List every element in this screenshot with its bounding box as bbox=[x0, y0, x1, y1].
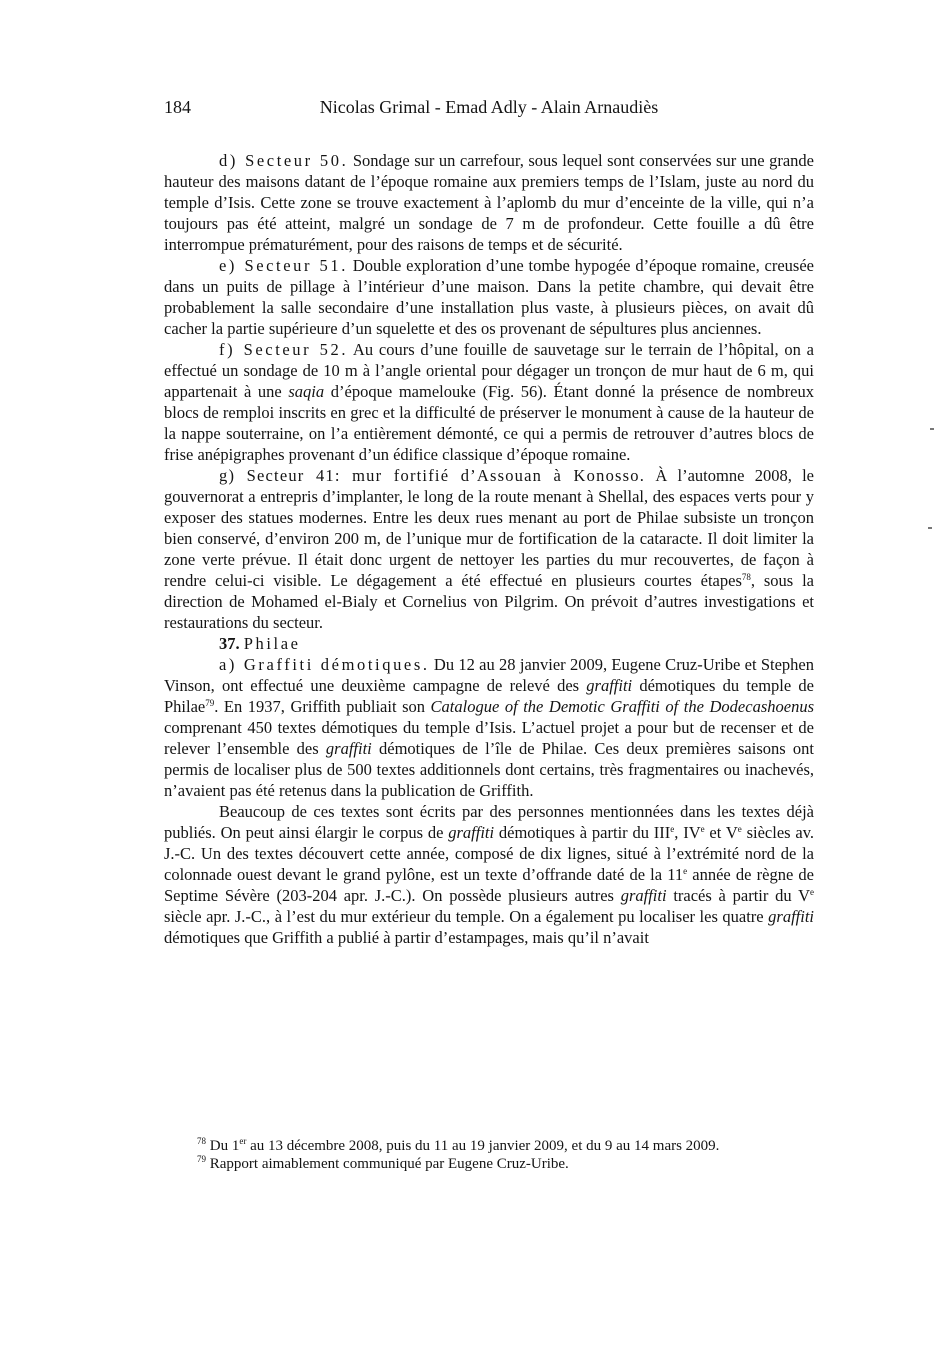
paragraph-secteur-52 bbox=[164, 339, 814, 465]
footnote-79 bbox=[164, 1155, 844, 1173]
paragraph-text: siècle apr. J.-C., à l’est du mur extérieur du temple. On a également pu localiser les quatre bbox=[164, 907, 769, 926]
section-number: 37. bbox=[219, 634, 240, 653]
page-number: 184 bbox=[164, 97, 191, 117]
running-head-authors: Nicolas Grimal - Emad Adly - Alain Arnaudiès bbox=[319, 97, 659, 117]
italic-term: graffiti bbox=[620, 886, 667, 905]
paragraph-text: et V bbox=[704, 823, 738, 842]
superscript: er bbox=[239, 1136, 247, 1146]
italic-term: saqia bbox=[288, 382, 325, 401]
running-head bbox=[164, 97, 814, 121]
paragraph-secteur-41 bbox=[164, 465, 814, 633]
paragraph-text: siècles av. J.-C. Un des textes découvert cette année, composé de dix lignes, situé à l’extrémité nord de la colonnade ouest devant le grand pylône, est un texte d’offrande daté de la 11 bbox=[164, 823, 815, 884]
footnote-text: Du 1 bbox=[206, 1138, 240, 1154]
footnote-text: Rapport aimablement communiqué par Eugene Cruz-Uribe. bbox=[206, 1156, 569, 1172]
section-heading-philae bbox=[164, 633, 814, 654]
footnote-marker: 79 bbox=[197, 1154, 206, 1164]
paragraph-text: Beaucoup de ces textes sont écrits par des personnes mentionnées dans les textes déjà publiés. On peut ainsi élargir le corpus de bbox=[164, 802, 814, 842]
paragraph-text: démotiques du temple de Philae bbox=[164, 676, 814, 716]
superscript: e bbox=[683, 866, 688, 876]
superscript: e bbox=[737, 824, 742, 834]
body-text bbox=[164, 150, 814, 948]
paragraph-text: . En 1937, Griffith publiait son bbox=[214, 697, 431, 716]
footnote-78 bbox=[164, 1137, 844, 1155]
footnote-ref[interactable]: 78 bbox=[741, 572, 751, 582]
paragraph-graffiti-continued bbox=[164, 801, 814, 948]
superscript: e bbox=[700, 824, 705, 834]
scan-mark bbox=[930, 428, 934, 430]
section-title: Philae bbox=[243, 634, 301, 653]
italic-term: graffiti bbox=[586, 676, 633, 695]
paragraph-text: année de règne de Septime Sévère (203-204 apr. J.-C.). On possède plusieurs autres bbox=[164, 865, 814, 905]
paragraph-text: d’époque mamelouke (Fig. 56). Étant donné la présence de nombreux blocs de remploi inscrits en grec et la difficulté de préserver le monument à cause de la hauteur de la nappe souterraine, on l’a entièrement démonté, ce qui a permis de retrouver d’autres blocs de frise anépigraphes provenant d’un édifice classique d’époque romaine. bbox=[164, 382, 814, 464]
paragraph-label: d) Secteur 50. bbox=[219, 151, 349, 170]
footnote-text: au 13 décembre 2008, puis du 11 au 19 janvier 2009, et du 9 au 14 mars 2009. bbox=[246, 1138, 720, 1154]
italic-term: graffiti bbox=[448, 823, 495, 842]
paragraph-text: Du 12 au 28 janvier 2009, Eugene Cruz-Uribe et Stephen Vinson, ont effectué une deuxième campagne de relevé des bbox=[164, 655, 814, 695]
scan-mark bbox=[928, 527, 932, 529]
paragraph-secteur-50 bbox=[164, 150, 814, 255]
paragraph-label: g) Secteur 41: mur fortifié d’Assouan à Konosso. bbox=[219, 466, 646, 485]
italic-term: graffiti bbox=[768, 907, 814, 926]
italic-term: graffiti bbox=[325, 739, 372, 758]
paragraph-text: tracés à partir du V bbox=[666, 886, 810, 905]
italic-book-title: Catalogue of the Demotic Graffiti of the Dodecashoenus bbox=[430, 697, 814, 716]
superscript: e bbox=[670, 824, 675, 834]
paragraph-text: démotiques à partir du III bbox=[494, 823, 671, 842]
paragraph-text: Double exploration d’une tombe hypogée d’époque romaine, creusée dans un puits de pillage à l’intérieur d’une maison. Dans la petite chambre, qui devait être probablement la salle secondaire d’une installation plus vaste, à plusieurs pièces, on avait dû cacher la partie supérieure d’un squelette et des os provenant de sépultures plus anciennes. bbox=[164, 256, 814, 338]
paragraph-graffiti-demotiques bbox=[164, 654, 814, 801]
paragraph-secteur-51 bbox=[164, 255, 814, 339]
paragraph-text: comprenant 450 textes démotiques du temple d’Isis. L’actuel projet a pour but de recenser et de relever l’ensemble des bbox=[164, 718, 814, 758]
footnote-marker: 78 bbox=[197, 1136, 206, 1146]
paragraph-label: e) Secteur 51. bbox=[219, 256, 348, 275]
paragraph-label: f) Secteur 52. bbox=[219, 340, 349, 359]
footnotes bbox=[164, 1137, 844, 1173]
paragraph-text: Sondage sur un carrefour, sous lequel sont conservées sur une grande hauteur des maisons datant de l’époque romaine aux premiers temps de l’Islam, juste au nord du temple d’Isis. Cette zone se trouve exactement à l’aplomb du mur d’enceinte de la ville, qui n’a toujours pas été atteint, malgré un sondage de 7 m de profondeur. Cette fouille a dû être interrompue prématurément, pour des raisons de temps et de sécurité. bbox=[164, 151, 814, 254]
paragraph-text: , IV bbox=[674, 823, 701, 842]
paragraph-text: démotiques de l’île de Philae. Ces deux premières saisons ont permis de localiser plus de 500 textes additionnels dont certains, très fragmentaires ou inachevés, n’avaient pas été retenus dans la publication de Griffith. bbox=[164, 739, 814, 800]
paragraph-label: a) Graffiti démotiques. bbox=[219, 655, 430, 674]
paragraph-text: Au cours d’une fouille de sauvetage sur le terrain de l’hôpital, on a effectué un sondage de 10 m à l’angle oriental pour dégager un tronçon de mur haut de 6 m, qui appartenait à une bbox=[164, 340, 815, 401]
paragraph-text: démotiques que Griffith a publié à partir d’estampages, mais qu’il n’avait bbox=[164, 928, 649, 947]
superscript: e bbox=[809, 887, 814, 897]
paragraph-text: , sous la direction de Mohamed el-Bialy et Cornelius von Pilgrim. On prévoit d’autres investigations et restaurations du secteur. bbox=[164, 571, 814, 632]
footnote-ref[interactable]: 79 bbox=[205, 698, 215, 708]
paragraph-text: À l’automne 2008, le gouvernorat a entrepris d’implanter, le long de la route menant à Shellal, des espaces verts pour y exposer des statues modernes. Entre les deux rues menant au port de Philae subsiste un tronçon bien conservé, d’environ 200 m, de l’unique mur de fortification de la cataracte. Il doit limiter la zone verte prévue. Il était donc urgent de nettoyer les parties du mur recouvertes, de façon à rendre celui-ci visible. Le dégagement a été effectué en plusieurs courtes étapes bbox=[164, 466, 815, 590]
